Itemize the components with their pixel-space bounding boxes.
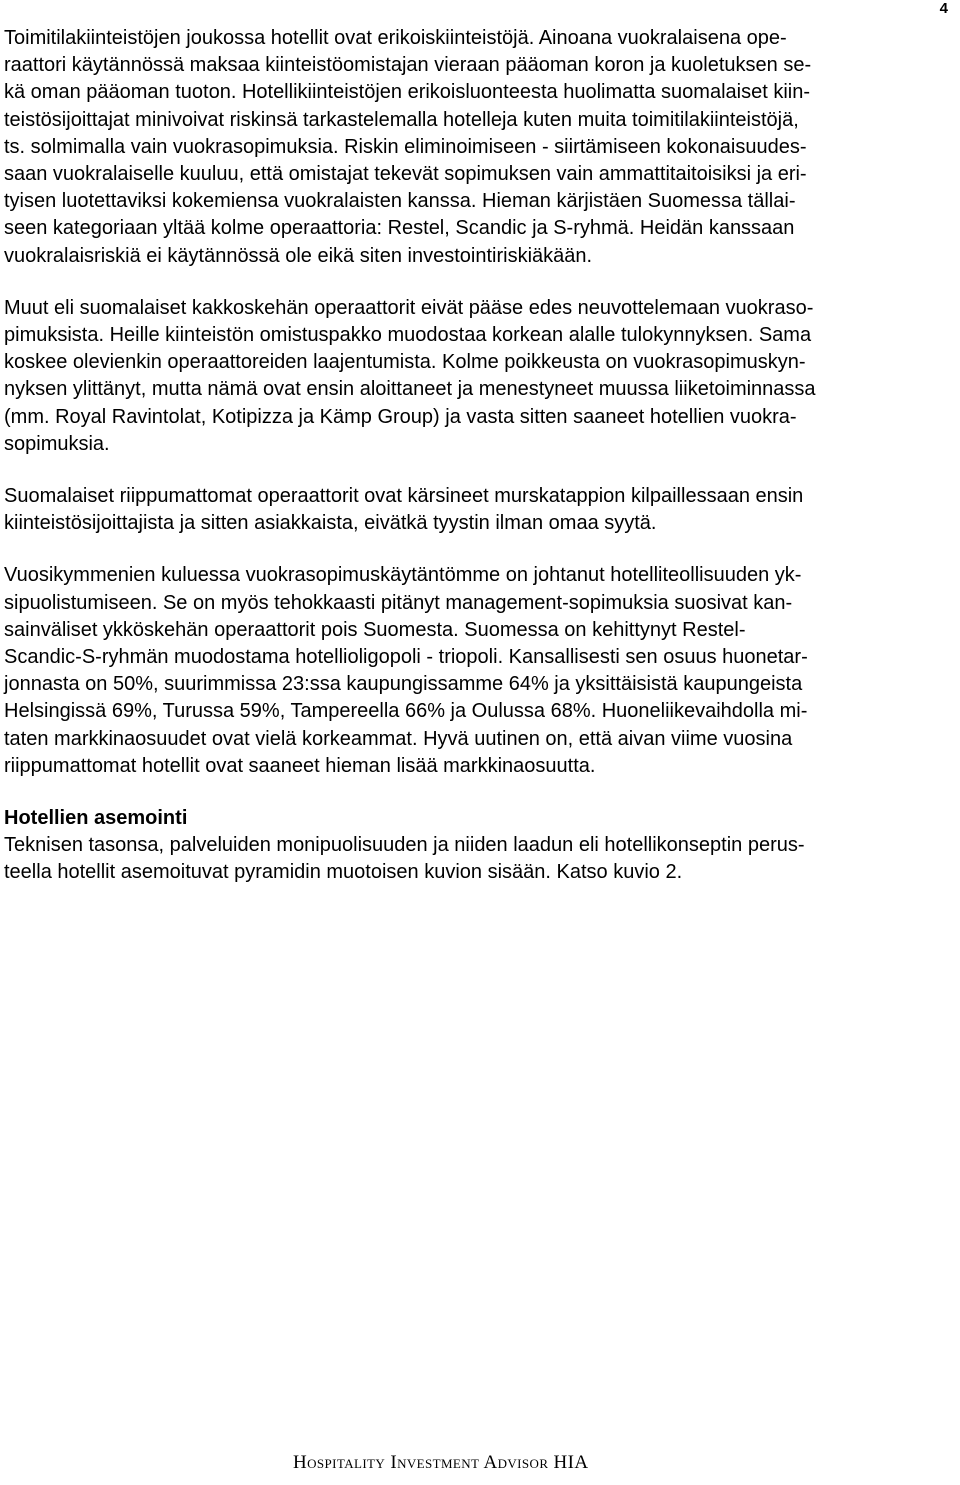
footer-brand: Hospitality Investment Advisor HIA [293,1452,589,1473]
text-line: (mm. Royal Ravintolat, Kotipizza ja Kämp Group) ja vasta sitten saaneet hotellien vuokra- [4,405,797,428]
section-heading: Hotellien asemointi [4,807,188,830]
paragraph-1 [4,25,944,270]
text-line: teistösijoittajat minivoivat riskinsä tarkastelemalla hotelleja kuten muita toimitilakiinteistöjä, [4,108,799,131]
section-paragraph [4,832,944,886]
text-line: sopimuksia. [4,432,110,455]
text-line: Suomalaiset riippumattomat operaattorit ovat kärsineet murskatappion kilpaillessaan ensin [4,485,804,508]
text-line: sainväliset ykköskehän operaattorit pois Suomesta. Suomessa on kehittynyt Restel- [4,618,746,641]
text-line: Toimitilakiinteistöjen joukossa hotellit ovat erikoiskiinteistöjä. Ainoana vuokralaisena ope- [4,27,787,49]
text-line: nyksen ylittänyt, mutta nämä ovat ensin aloittaneet ja menestyneet muussa liiketoiminnassa [4,378,816,401]
text-line: ts. solmimalla vain vuokrasopimuksia. Riskin eliminoimiseen - siirtämiseen kokonaisuudes- [4,135,807,158]
text-line: tyisen luotettaviksi kokemiensa vuokralaisten kanssa. Hieman kärjistäen Suomessa tällai- [4,190,796,213]
text-line: riippumattomat hotellit ovat saaneet hieman lisää markkinaosuutta. [4,754,596,777]
text-line: Vuosikymmenien kuluessa vuokrasopimuskäytäntömme on johtanut hotelliteollisuuden yk- [4,564,802,587]
text-line: Helsingissä 69%, Turussa 59%, Tampereella 66% ja Oulussa 68%. Huoneliikevaihdolla mi- [4,700,808,723]
text-line: sipuolistumiseen. Se on myös tehokkaasti pitänyt management-sopimuksia suosivat kan- [4,591,793,614]
text-line: Teknisen tasonsa, palveluiden monipuolisuuden ja niiden laadun eli hotellikonseptin perus- [4,834,805,857]
text-line: kä oman pääoman tuoton. Hotellikiinteistöjen erikoisluonteesta huolimatta suomalaiset kiin- [4,81,810,104]
text-line: teella hotellit asemoituvat pyramidin muotoisen kuvion sisään. Katso kuvio 2. [4,861,683,884]
text-line: koskee olevienkin operaattoreiden laajentumista. Kolme poikkeusta on vuokrasopimuskyn- [4,351,806,374]
paragraph-4 [4,562,944,780]
text-line: taten markkinaosuudet ovat vielä korkeammat. Hyvä uutinen on, että aivan viime vuosina [4,727,793,750]
text-line: Scandic-S-ryhmän muodostama hotellioligopoli - triopoli. Kansallisesti sen osuus huonetar- [4,646,808,669]
document-body [4,25,944,887]
paragraph-2 [4,295,944,458]
paragraph-3 [4,483,944,537]
page-number: 4 [939,0,948,17]
text-line: Muut eli suomalaiset kakkoskehän operaattorit eivät pääse edes neuvottelemaan vuokraso- [4,296,814,319]
text-line: saan vuokralaiselle kuuluu, että omistajat tekevät sopimuksen vain ammattitaitoisiksi ja eri- [4,163,807,186]
text-line: pimuksista. Heille kiinteistön omistuspakko muodostaa korkean alalle tulokynnyksen. Sama [4,324,812,347]
text-line: jonnasta on 50%, suurimmissa 23:ssa kaupungissamme 64% ja yksittäisistä kaupungeista [4,673,803,696]
text-line: kiinteistösijoittajista ja sitten asiakkaista, eivätkä tyystin ilman omaa syytä. [4,512,657,535]
text-line: seen kategoriaan yltää kolme operaattoria: Restel, Scandic ja S-ryhmä. Heidän kanssaan [4,217,795,240]
text-line: raattori käytännössä maksaa kiinteistöomistajan vieraan pääoman koron ja kuoletuksen se- [4,54,812,77]
text-line: vuokralaisriskiä ei käytännössä ole eikä siten investointiriskiäkään. [4,244,593,267]
